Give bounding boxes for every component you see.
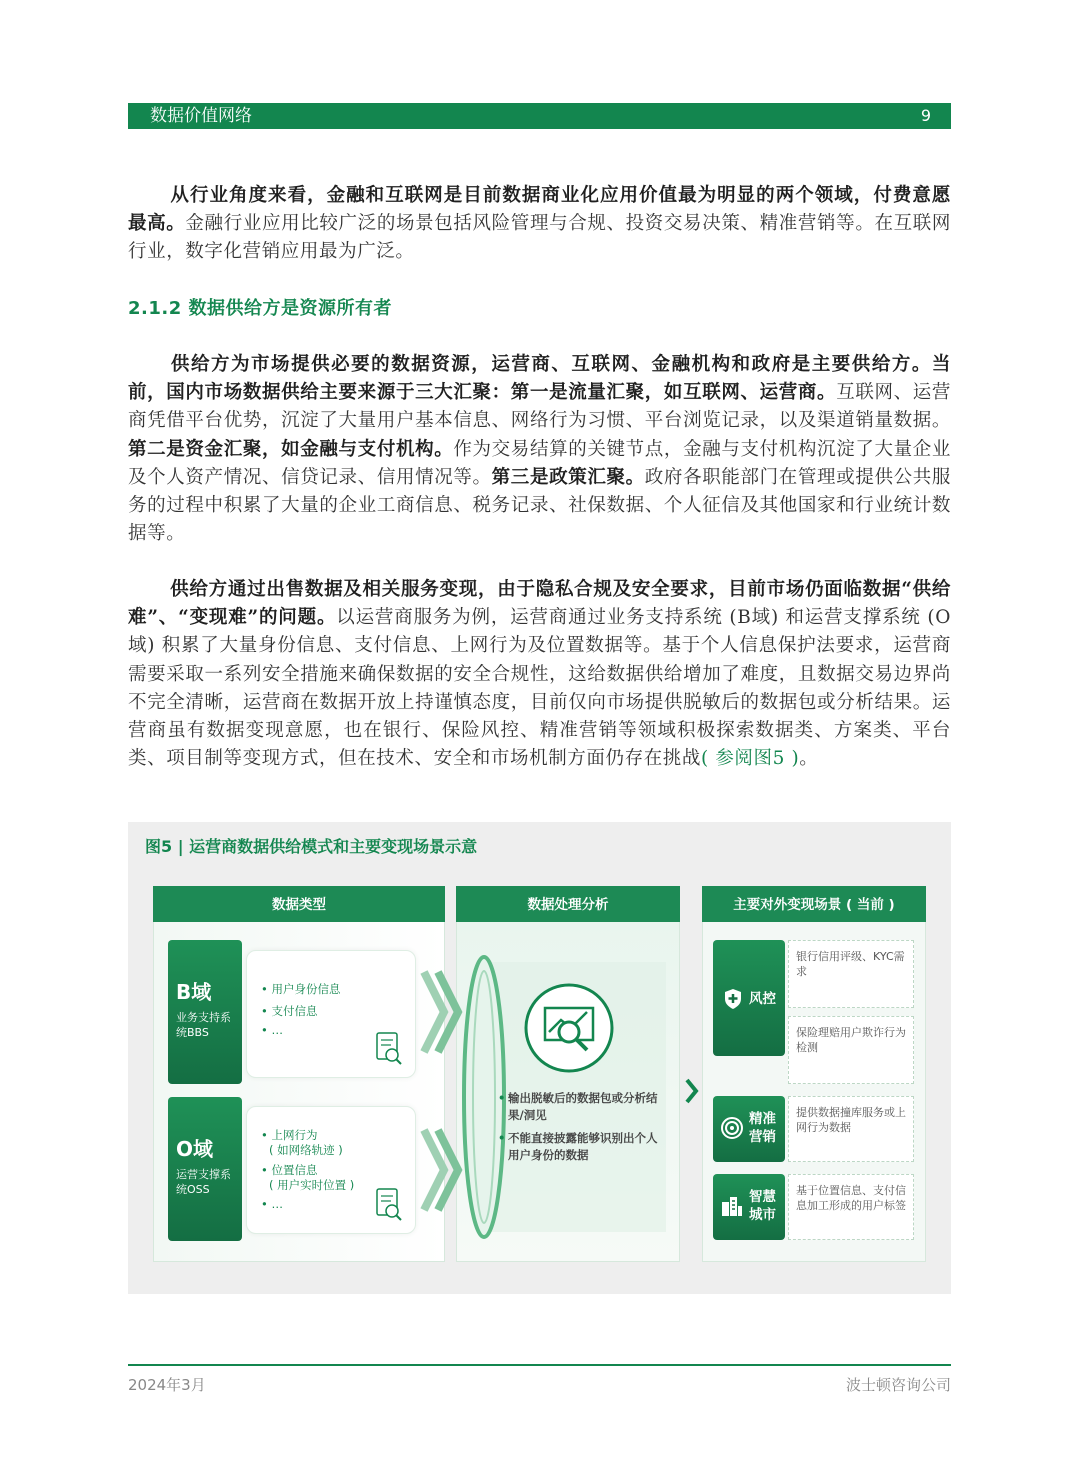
analysis-output-text bbox=[498, 1090, 658, 1124]
scene-card-location-tags: 基于位置信息、支付信息加工形成的用户标签 bbox=[788, 1174, 914, 1240]
scene-marketing-label-1: 精准 bbox=[749, 1111, 776, 1127]
b-item-payment: • 支付信息 bbox=[261, 1004, 318, 1018]
paragraph-industry bbox=[128, 182, 951, 267]
document-search-icon bbox=[371, 1029, 405, 1069]
analysis-output-label: 输出脱敏后的数据包或分析结果/洞见 bbox=[508, 1091, 658, 1122]
scene-precision-marketing bbox=[713, 1096, 785, 1162]
bullet-dot: • bbox=[498, 1131, 506, 1145]
o-domain-card bbox=[246, 1106, 416, 1234]
paragraph2-bold-1: 供给方为市场提供必要的数据资源，运营商、互联网、金融机构和政府是主要供给方。当前，国内市场数据供给主要来源于三大汇聚：第一是流量汇聚，如互联网、运营商。 bbox=[128, 354, 951, 404]
o-domain-box bbox=[168, 1097, 242, 1241]
paragraph1-text: 金融行业应用比较广泛的场景包括风险管理与合规、投资交易决策、精准营销等。在互联网行业，数字化营销应用最为广泛。 bbox=[128, 213, 951, 263]
document-search-icon bbox=[371, 1185, 405, 1225]
b-domain-title: B域 bbox=[176, 980, 212, 1004]
chevron-right-icon bbox=[684, 1076, 700, 1106]
paragraph3-bold: 供给方通过出售数据及相关服务变现，由于隐私合规及安全要求，目前市场仍面临数据“供给难”、“变现难”的问题。 bbox=[128, 579, 951, 629]
figure-5 bbox=[128, 822, 951, 1294]
paragraph2-bold-3: 第三是政策汇聚。 bbox=[491, 466, 645, 488]
paragraph3-end: 。 bbox=[799, 748, 819, 770]
o-domain-title: O域 bbox=[176, 1137, 214, 1161]
scene-marketing-label-2: 营销 bbox=[749, 1129, 776, 1145]
figure-title: 图5 | 运营商数据供给模式和主要变现场景示意 bbox=[145, 837, 478, 856]
paragraph2-text-3: 政府各职能部门在管理或提供公共服务的过程中积累了大量的企业工商信息、税务记录、社保数据、个人征信及其他国家和行业统计数据等。 bbox=[128, 466, 951, 545]
chart-magnifier-icon bbox=[523, 982, 615, 1074]
paragraph2-text-2: 作为交易结算的关键节点，金融与支付机构沉淀了大量企业及个人资产情况、信贷记录、信用情况等。 bbox=[128, 438, 951, 488]
o-item-location-note: ( 用户实时位置 ) bbox=[269, 1178, 355, 1192]
analysis-restriction-text bbox=[498, 1130, 658, 1164]
header-title: 数据价值网络 bbox=[150, 106, 252, 126]
footer-divider bbox=[128, 1364, 951, 1366]
o-item-online: • 上网行为 bbox=[261, 1128, 318, 1142]
b-domain-box bbox=[168, 940, 242, 1084]
paragraph2-text-1: 互联网、运营商凭借平台优势，沉淀了大量用户基本信息、网络行为习惯、平台浏览记录，以及渠道销量数据。 bbox=[128, 382, 952, 432]
scene-risk-control bbox=[713, 940, 785, 1056]
footer-date: 2024年3月 bbox=[128, 1376, 206, 1394]
page-header-bar bbox=[128, 103, 951, 129]
paragraph-supply bbox=[128, 351, 951, 548]
o-item-location: • 位置信息 bbox=[261, 1163, 318, 1177]
b-item-identity: • 用户身份信息 bbox=[261, 982, 341, 996]
o-item-online-note: ( 如网络轨迹 ) bbox=[269, 1143, 343, 1157]
scene-card-bank-rating: 银行信用评级、KYC需求 bbox=[788, 940, 914, 1008]
b-domain-card bbox=[246, 950, 416, 1078]
b-domain-subtitle: 业务支持系统BBS bbox=[176, 1011, 231, 1039]
buildings-icon bbox=[720, 1194, 744, 1218]
paragraph1-bold: 从行业角度来看，金融和互联网是目前数据商业化应用价值最为明显的两个领域，付费意愿最高。 bbox=[128, 185, 951, 235]
scene-city-label-2: 城市 bbox=[749, 1207, 776, 1223]
column-header-scenarios: 主要对外变现场景 ( 当前 ) bbox=[702, 886, 926, 924]
page-number: 9 bbox=[920, 106, 931, 125]
scene-city-label-1: 智慧 bbox=[749, 1189, 776, 1205]
column-header-data-type: 数据类型 bbox=[153, 886, 445, 924]
target-icon bbox=[720, 1116, 744, 1140]
b-item-more: • … bbox=[261, 1023, 283, 1037]
scene-card-insurance-fraud: 保险理赔用户欺诈行为检测 bbox=[788, 1016, 914, 1084]
o-domain-subtitle: 运营支撑系统OSS bbox=[176, 1168, 231, 1196]
scene-risk-label: 风控 bbox=[749, 991, 776, 1007]
footer-company: 波士顿咨询公司 bbox=[845, 1376, 951, 1394]
paragraph2-bold-2: 第二是资金汇聚，如金融与支付机构。 bbox=[128, 438, 454, 460]
bullet-dot: • bbox=[498, 1091, 506, 1105]
scene-card-data-matching: 提供数据撞库服务或上网行为数据 bbox=[788, 1096, 914, 1162]
column-header-analysis: 数据处理分析 bbox=[456, 886, 680, 924]
section-heading: 2.1.2 数据供给方是资源所有者 bbox=[128, 298, 393, 319]
shield-plus-icon bbox=[723, 988, 743, 1010]
scene-smart-city bbox=[713, 1174, 785, 1240]
paragraph-monetization bbox=[128, 576, 951, 773]
o-item-more: • … bbox=[261, 1197, 283, 1211]
paragraph3-text: 以运营商服务为例，运营商通过业务支持系统 (B域) 和运营支撑系统 (O域) 积累了大量身份信息、支付信息、上网行为及位置数据等。基于个人信息保护法要求，运营商需要采取一系列安全措施来确保数据的安全合规性，这给数据供给增加了难度，且数据交易边界尚不完全清晰，运营商在数据开放上持谨慎态度，目前仅向市场提供脱敏后的数据包或分析结果。运营商虽有数据变现意愿，也在银行、保险风控、精准营销等领域积极探索数据类、方案类、平台类、项目制等变现方式，但在技术、安全和市场机制方面仍存在挑战 bbox=[128, 607, 951, 770]
figure-reference-link[interactable]: ( 参阅图5 ) bbox=[701, 748, 800, 770]
analysis-restriction-label: 不能直接披露能够识别出个人用户身份的数据 bbox=[508, 1131, 658, 1162]
